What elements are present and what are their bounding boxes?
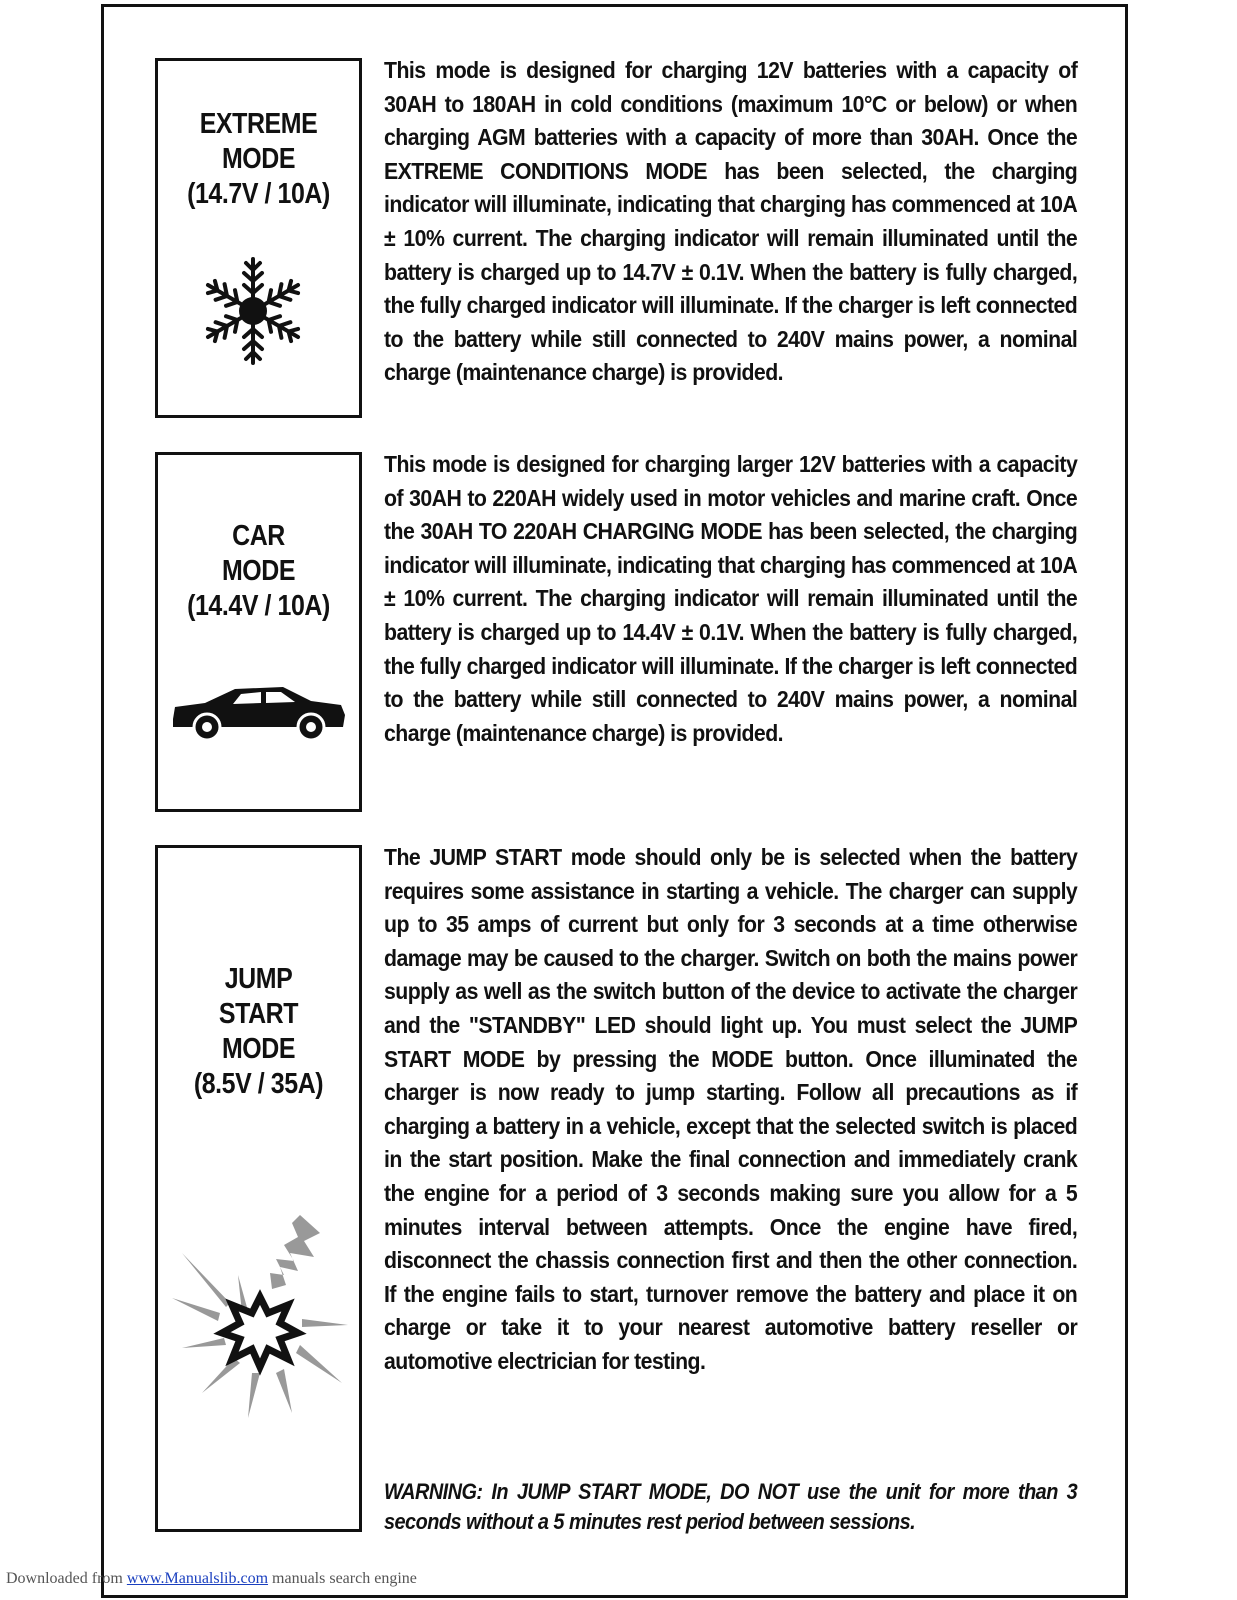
mode-title-line: MODE [221, 1033, 296, 1065]
mode-title-line: MODE [221, 143, 296, 175]
car-mode-title [172, 519, 345, 624]
mode-title-line: (14.7V / 10A) [187, 178, 330, 210]
extreme-mode-title [172, 107, 345, 212]
jump-start-mode-box [155, 845, 362, 1532]
jump-start-mode-title [172, 962, 345, 1102]
snowflake-icon [203, 255, 303, 367]
mode-title-line: (8.5V / 35A) [193, 1068, 324, 1100]
mode-title-line: JUMP [224, 963, 293, 995]
extreme-mode-description: This mode is designed for charging 12V batteries with a capacity of 30AH to 180AH in cold conditions (maximum 10°C or below) or when charging AGM batteries with a capacity of more than 30AH. Once the EXTREME CONDITIONS MODE has been selected, the charging indicator will illuminate, indicating that charging has commenced at 10A ± 10% current. The charging indicator will remain illuminated until the battery is charged up to 14.7V ± 0.1V. When the battery is fully charged, the fully charged indicator will illuminate. If the charger is left connected to the battery while still connected to 240V mains power, a nominal charge (maintenance charge) is provided. [384, 57, 1078, 386]
footer-prefix: Downloaded from [6, 1570, 127, 1587]
mode-title-line: EXTREME [199, 108, 318, 140]
lightning-spark-icon [172, 1213, 348, 1418]
mode-title-line: (14.4V / 10A) [187, 590, 330, 622]
footer-suffix: manuals search engine [268, 1570, 417, 1587]
download-footer [6, 1570, 417, 1588]
car-icon [171, 685, 347, 743]
manualslib-link[interactable]: www.Manualslib.com [126, 1570, 269, 1587]
mode-title-line: CAR [232, 520, 285, 552]
car-mode-box [155, 452, 362, 812]
jump-start-warning: WARNING: In JUMP START MODE, DO NOT use the unit for more than 3 seconds without a 5 minutes rest period between sessions. [384, 1479, 1078, 1534]
jump-start-mode-description: The JUMP START mode should only be is selected when the battery requires some assistance in starting a vehicle. The charger can supply up to 35 amps of current but only for 3 seconds at a time otherwise damage may be caused to the charger. Switch on both the mains power supply as well as the switch button of the device to activate the charger and the "STANDBY" LED should light up. You must select the JUMP START MODE by pressing the MODE button. Once illuminated the charger is now ready to jump starting. Follow all precautions as if charging a battery in a vehicle, except that the selected switch is placed in the start position. Make the final connection and immediately crank the engine for a period of 3 seconds making sure you allow for a 5 minutes interval between attempts. Once the engine have fired, disconnect the chassis connection first and then the other connection. If the engine fails to start, turnover remove the battery and place it on charge or take it to your nearest automotive battery reseller or automotive electrician for testing. [384, 844, 1078, 1374]
car-mode-description: This mode is designed for charging larger 12V batteries with a capacity of 30AH to 220AH widely used in motor vehicles and marine craft. Once the 30AH TO 220AH CHARGING MODE has been selected, the charging indicator will illuminate, indicating that charging has commenced at 10A ± 10% current. The charging indicator will remain illuminated until the battery is charged up to 14.4V ± 0.1V. When the battery is fully charged, the fully charged indicator will illuminate. If the charger is left connected to the battery while still connected to 240V mains power, a nominal charge (maintenance charge) is provided. [384, 451, 1078, 746]
mode-title-line: MODE [221, 555, 296, 587]
mode-title-line: START [218, 998, 299, 1030]
